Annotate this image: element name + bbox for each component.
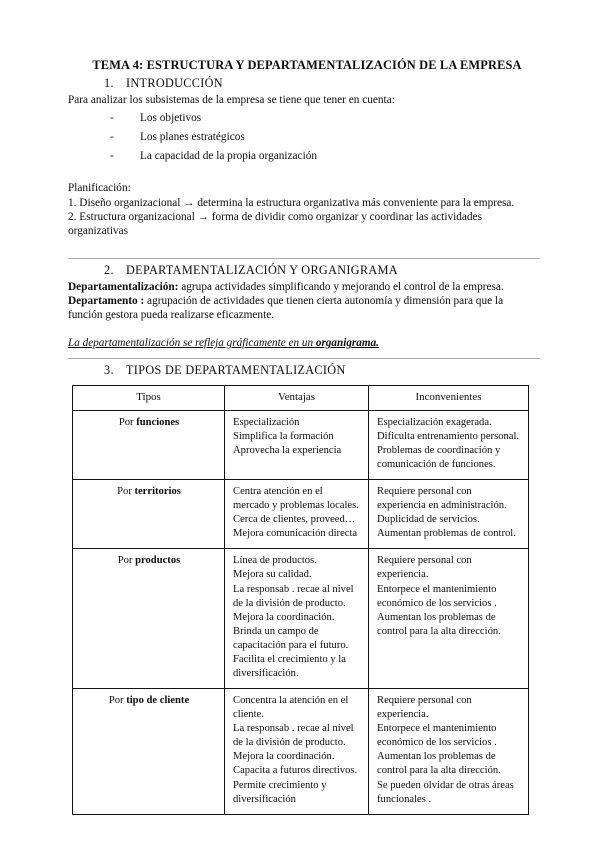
cell-line: Línea de productos.	[233, 555, 317, 567]
organigrama-note	[68, 337, 540, 349]
cell-line: La responsab . recae al nivel de la división de producto.	[233, 583, 354, 609]
row-type-tipo-de-cliente	[73, 689, 225, 815]
cell-line: Brinda un campo de capacitación para el futuro.	[233, 625, 349, 651]
row-disadvantages	[369, 689, 529, 815]
type-prefix: Por	[118, 416, 137, 428]
cell-line: Concentra la atención en el cliente.	[233, 695, 349, 721]
cell-line: Capacita a futuros directivos.	[233, 765, 358, 777]
cell-line: Permite crecimiento y diversificación	[233, 779, 327, 805]
cell-line: Aprovecha la experiencia	[233, 444, 342, 456]
cell-line: Dificulta entrenamiento personal.	[377, 430, 520, 442]
spacer	[68, 166, 540, 181]
cell-line: Especialización	[233, 416, 300, 428]
row-advantages	[225, 410, 369, 479]
departmentalization-types-table	[72, 385, 529, 814]
cell-line: Simplifica la formación	[233, 430, 334, 442]
cell-line: Requiere personal con experiencia.	[377, 695, 472, 721]
section-1-intro: Para analizar los subsistemas de la empresa se tiene que tener en cuenta:	[68, 94, 395, 106]
cell-line: Aumentan los problemas de control para la alta dirección.	[377, 611, 501, 637]
row-type-productos	[73, 549, 225, 689]
list-item-label: Los objetivos	[140, 111, 202, 124]
cell-line: Mejora comunicación directa	[233, 528, 358, 540]
list-item-label: La capacidad de la propia organización	[140, 150, 317, 163]
definition-term: Departamentalización:	[68, 280, 179, 293]
section-2-title: DEPARTAMENTALIZACIÓN Y ORGANIGRAMA	[126, 262, 398, 277]
row-disadvantages	[369, 549, 529, 689]
definition-text: agrupa actividades simplificando y mejorando el control de la empresa.	[178, 280, 504, 293]
dash-marker: -	[110, 150, 114, 163]
document-title: TEMA 4: ESTRUCTURA Y DEPARTAMENTALIZACIÓN DE LA EMPRESA	[92, 58, 522, 72]
type-prefix: Por	[117, 486, 135, 498]
definition-text: agrupación de actividades que tienen cierta autonomía y dimensión para que la función gestora pueda realizarse eficazmente.	[68, 294, 504, 322]
column-header-ventajas: Ventajas	[225, 386, 369, 411]
section-3-heading	[68, 363, 540, 378]
cell-line: Problemas de coordinación y comunicación de funciones.	[377, 444, 501, 470]
section-3-number: 3.	[104, 363, 114, 378]
cell-line: Requiere personal con experiencia.	[377, 555, 472, 581]
organigrama-keyword: organigrama.	[315, 337, 379, 350]
section-divider-1	[68, 258, 540, 259]
cell-line: Aumentan problemas de control.	[377, 528, 516, 540]
cell-line: Facilita el crecimiento y la diversificación.	[233, 653, 346, 680]
dash-marker: -	[110, 111, 114, 124]
definition-departamentalizacion	[68, 280, 540, 294]
section-1-heading	[68, 76, 540, 91]
objectives-list	[68, 109, 540, 167]
cell-line: Requiere personal con experiencia en administración.	[377, 486, 507, 512]
list-item	[110, 147, 540, 166]
definition-term: Departamento :	[68, 294, 145, 307]
section-2-number: 2.	[104, 262, 114, 277]
table-row	[73, 480, 529, 549]
cell-line: Centra atención en el mercado y problemas locales.	[233, 486, 359, 512]
spacer	[68, 349, 540, 358]
type-name: productos	[135, 555, 181, 567]
row-advantages	[225, 480, 369, 549]
spacer	[68, 239, 540, 258]
cell-line: Especialización exagerada.	[377, 416, 492, 428]
section-divider-2	[68, 358, 540, 359]
row-disadvantages	[369, 480, 529, 549]
planning-item-2: 2. Estructura organizacional → forma de dividir como organizar y coordinar las actividades organizativas	[68, 211, 482, 238]
cell-line: La responsab . recae al nivel de la división de producto.	[233, 723, 354, 749]
type-prefix: Por	[117, 555, 136, 567]
cell-line: Entorpece el mantenimiento económico de los servicios .	[377, 583, 497, 609]
cell-line: Mejora la coordinación.	[233, 611, 335, 623]
cell-line: Duplicidad de servicios.	[377, 514, 480, 526]
planning-label: Planificación:	[68, 182, 131, 195]
cell-line: Mejora la coordinación.	[233, 751, 335, 763]
table-row	[73, 549, 529, 689]
column-header-tipos: Tipos	[73, 386, 225, 411]
type-prefix: Por	[108, 695, 127, 707]
section-2-heading	[68, 263, 540, 278]
type-name: funciones	[136, 416, 180, 428]
cell-line: Aumentan los problemas de control para la alta dirección.	[377, 751, 501, 777]
list-item-label: Los planes estratégicos	[140, 130, 245, 143]
type-name: tipo de cliente	[126, 695, 190, 707]
section-1-number: 1.	[104, 76, 114, 90]
dash-marker: -	[110, 130, 114, 143]
spacer	[68, 322, 540, 337]
organigrama-note-prefix: La departamentalización se refleja gráficamente en un	[68, 337, 316, 350]
table-header-row	[73, 386, 529, 411]
cell-line: Entorpece el mantenimiento económico de los servicios .	[377, 723, 497, 749]
section-1-title: INTRODUCCIÓN	[126, 76, 223, 90]
row-type-funciones	[73, 410, 225, 479]
list-item	[110, 109, 540, 128]
table-row	[73, 410, 529, 479]
definition-departamento	[68, 294, 540, 322]
row-type-territorios	[73, 480, 225, 549]
cell-line: Cerca de clientes, proveed…	[233, 514, 356, 526]
row-disadvantages	[369, 410, 529, 479]
cell-line: Se pueden olvidar de otras áreas funcionales .	[377, 779, 514, 805]
row-advantages	[225, 549, 369, 689]
type-name: territorios	[134, 486, 181, 498]
planning-item-1: 1. Diseño organizacional → determina la estructura organizativa más conveniente para la empresa.	[68, 196, 515, 209]
list-item	[110, 128, 540, 147]
column-header-inconvenientes: Inconvenientes	[369, 386, 529, 411]
cell-line: Mejora su calidad.	[233, 569, 312, 581]
section-3-title: TIPOS DE DEPARTAMENTALIZACIÓN	[126, 363, 346, 378]
row-advantages	[225, 689, 369, 815]
table-row	[73, 689, 529, 815]
